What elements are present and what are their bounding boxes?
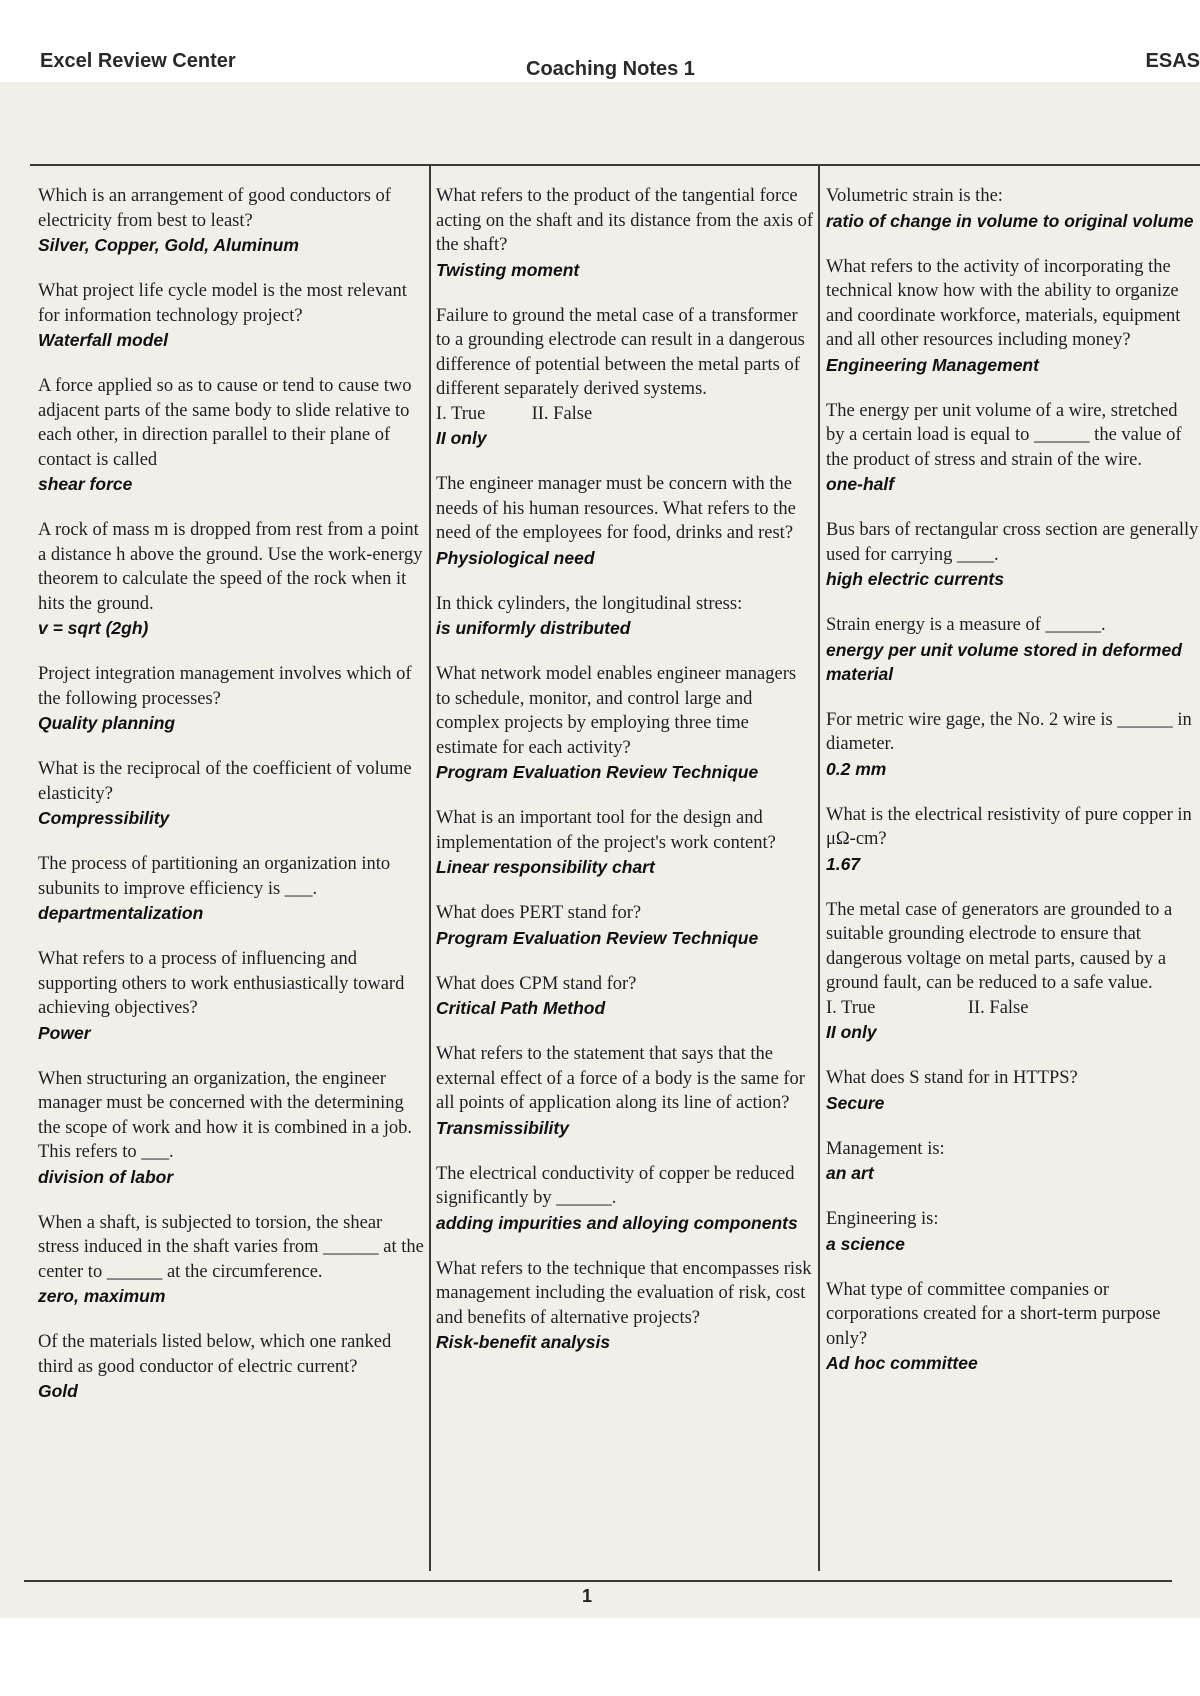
answer-text: an art [826, 1163, 874, 1183]
answer-text: II only [826, 1022, 877, 1042]
question-text: Volumetric strain is the: [826, 186, 1003, 206]
bottom-rule [24, 1580, 1172, 1582]
question-text: What is the electrical resistivity of pure copper in μΩ-cm? [826, 804, 1192, 849]
qa-item [436, 972, 814, 1021]
header-center: Coaching Notes 1 [526, 58, 695, 80]
column-1 [38, 184, 424, 1574]
question-text: What project life cycle model is the most relevant for information technology project? [38, 281, 407, 326]
column-divider-2 [818, 165, 820, 1571]
answer-text: adding impurities and alloying components [436, 1212, 798, 1233]
qa-item [38, 662, 424, 735]
answer-text: Power [38, 1022, 91, 1043]
qa-item [436, 1042, 814, 1140]
qa-item [38, 374, 424, 496]
qa-item [38, 184, 424, 257]
answer-text: zero, maximum [38, 1286, 166, 1306]
question-text: Which is an arrangement of good conductors of electricity from best to least? [38, 186, 391, 231]
question-text: Strain energy is a measure of ______. [826, 615, 1106, 635]
qa-item [38, 1330, 424, 1403]
answer-text: shear force [38, 474, 133, 494]
question-text: Project integration management involves which of the following processes? [38, 664, 412, 709]
top-rule [30, 164, 1200, 166]
question-text: Failure to ground the metal case of a transformer to a grounding electrode can result in a dangerous difference of potential between the metal parts of different separately derived systems. [436, 305, 805, 399]
answer-text: Physiological need [436, 547, 595, 568]
question-text: What does PERT stand for? [436, 903, 642, 923]
header-left: Excel Review Center [40, 50, 236, 72]
answer-text: Critical Path Method [436, 998, 606, 1018]
question-text: Bus bars of rectangular cross section are generally used for carrying ____. [826, 520, 1199, 565]
question-text: What refers to the statement that says that the external effect of a force of a body is the same for all points of application along its line of action? [436, 1044, 805, 1113]
question-text: What does CPM stand for? [436, 973, 637, 994]
answer-text: Secure [826, 1092, 885, 1113]
answer-text: Engineering Management [826, 354, 1039, 375]
question-text: The electrical conductivity of copper be reduced significantly by ______. [436, 1163, 795, 1208]
answer-text: departmentalization [38, 903, 204, 923]
answer-text: energy per unit volume stored in deformed material [826, 639, 1182, 684]
qa-item [826, 399, 1200, 497]
qa-item [826, 613, 1200, 686]
qa-item [38, 279, 424, 352]
qa-item [38, 1067, 424, 1189]
answer-text: v = sqrt (2gh) [38, 618, 149, 638]
header-right: ESAS [1145, 50, 1200, 72]
qa-item [38, 852, 424, 925]
qa-item [826, 1137, 1200, 1186]
answer-text: Transmissibility [436, 1117, 569, 1138]
qa-item [826, 898, 1200, 1045]
question-text: What refers to the product of the tangential force acting on the shaft and its distance from the axis of the shaft? [436, 186, 814, 255]
answer-text: high electric currents [826, 569, 1004, 589]
question-text: In thick cylinders, the longitudinal stress: [436, 593, 743, 614]
answer-text: Ad hoc committee [826, 1353, 978, 1373]
answer-text: Quality planning [38, 713, 176, 733]
qa-item [436, 806, 814, 879]
qa-item [436, 184, 814, 282]
question-text: The energy per unit volume of a wire, stretched by a certain load is equal to ______ the value of the product of stress and strain of the wire. [826, 400, 1182, 470]
question-text: The metal case of generators are grounded to a suitable grounding electrode to ensure that dangerous voltage on metal parts, caused by a ground fault, can be reduced to a safe value. [826, 899, 1173, 993]
question-text: The process of partitioning an organization into subunits to improve efficiency is ___. [38, 854, 391, 899]
qa-item [826, 803, 1200, 876]
answer-text: II only [436, 428, 487, 448]
question-text: What is an important tool for the design and implementation of the project's work content? [436, 808, 776, 853]
answer-text: division of labor [38, 1166, 174, 1187]
qa-item [826, 1207, 1200, 1256]
answer-text: Gold [38, 1381, 78, 1401]
qa-item [436, 901, 814, 950]
question-text: When structuring an organization, the engineer manager must be concerned with the determining the scope of work and how it is combined in a job. This refers to ___. [38, 1068, 413, 1162]
qa-item [826, 255, 1200, 377]
page-header [40, 50, 1200, 90]
qa-item [826, 1278, 1200, 1376]
question-text: What type of committee companies or corporations created for a short-term purpose only? [826, 1279, 1161, 1349]
question-text: Of the materials listed below, which one ranked third as good conductor of electric current? [38, 1332, 392, 1377]
qa-item [436, 1257, 814, 1355]
answer-text: Program Evaluation Review Technique [436, 927, 759, 948]
answer-text: 1.67 [826, 853, 861, 874]
question-text: What refers to a process of influencing and supporting others to work enthusiastically toward achieving objectives? [38, 949, 405, 1018]
answer-text: Silver, Copper, Gold, Aluminum [38, 235, 299, 255]
question-options: I. True II. False [436, 403, 593, 424]
qa-item [38, 518, 424, 640]
qa-item [38, 757, 424, 830]
qa-item [38, 947, 424, 1045]
answer-text: a science [826, 1233, 905, 1254]
question-text: What does S stand for in HTTPS? [826, 1068, 1078, 1088]
column-2 [436, 184, 814, 1574]
answer-text: 0.2 mm [826, 758, 887, 779]
answer-text: ratio of change in volume to original volume [826, 210, 1194, 231]
answer-text: Linear responsibility chart [436, 857, 655, 877]
page-number: 1 [582, 1586, 593, 1606]
question-text: What is the reciprocal of the coefficient of volume elasticity? [38, 759, 412, 804]
question-text: What refers to the activity of incorporating the technical know how with the ability to organize and coordinate workforce, materials, equipment and all other resources including money? [826, 256, 1181, 350]
qa-item [826, 708, 1200, 781]
column-3 [826, 184, 1200, 1574]
qa-item [436, 1162, 814, 1235]
question-text: What network model enables engineer managers to schedule, monitor, and control large and complex projects by employing three time estimate for each activity? [436, 664, 797, 758]
question-text: For metric wire gage, the No. 2 wire is ______ in diameter. [826, 709, 1192, 754]
question-text: A rock of mass m is dropped from rest from a point a distance h above the ground. Use the work-energy theorem to calculate the speed of the rock when it hits the ground. [38, 520, 423, 614]
question-text: Management is: [826, 1138, 945, 1159]
answer-text: is uniformly distributed [436, 618, 631, 638]
qa-item [436, 304, 814, 451]
question-text: What refers to the technique that encompasses risk management including the evaluation of risk, cost and benefits of alternative projects? [436, 1258, 812, 1328]
question-text: The engineer manager must be concern with the needs of his human resources. What refers to the need of the employees for food, drinks and rest? [436, 474, 796, 543]
answer-text: Twisting moment [436, 259, 580, 280]
answer-text: Program Evaluation Review Technique [436, 762, 759, 782]
qa-item [826, 518, 1200, 591]
qa-item [826, 1066, 1200, 1115]
qa-item [38, 1211, 424, 1309]
answer-text: Waterfall model [38, 330, 168, 350]
question-options: I. True II. False [826, 997, 1029, 1018]
qa-item [436, 472, 814, 570]
qa-item [436, 592, 814, 641]
answer-text: Risk-benefit analysis [436, 1332, 611, 1352]
qa-item [826, 184, 1200, 233]
question-text: Engineering is: [826, 1209, 939, 1229]
question-text: When a shaft, is subjected to torsion, the shear stress induced in the shaft varies from ______ at the center to ______ at the circumference. [38, 1212, 424, 1282]
column-divider-1 [429, 165, 431, 1571]
question-text: A force applied so as to cause or tend to cause two adjacent parts of the same body to slide relative to each other, in direction parallel to their plane of contact is called [38, 376, 412, 470]
answer-text: Compressibility [38, 808, 170, 828]
answer-text: one-half [826, 474, 895, 494]
qa-item [436, 662, 814, 784]
